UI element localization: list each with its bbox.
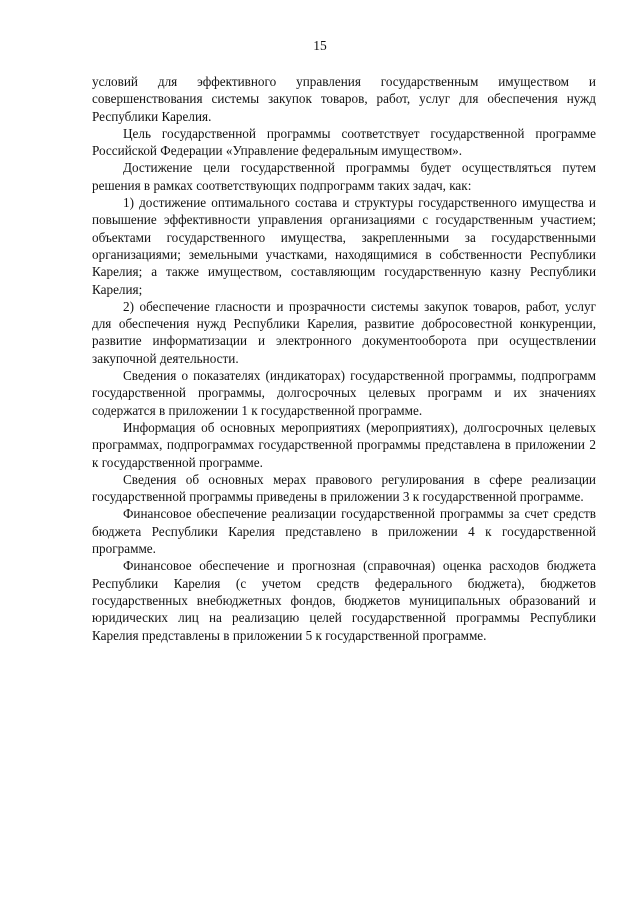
paragraph-appendix-2: Информация об основных мероприятиях (мероприятиях), долгосрочных целевых программах, подпрограммах государственной программы представлена в приложении 2 к государственной программе. bbox=[92, 419, 596, 470]
paragraph-appendix-4: Финансовое обеспечение реализации государственной программы за счет средств бюджета Республики Карелия представлено в приложении 4 к государственной программе. bbox=[92, 506, 596, 557]
paragraph-tasks-intro: Достижение цели государственной программы будет осуществляться путем решения в рамках соответствующих подпрограмм таких задач, как: bbox=[92, 160, 596, 193]
document-body bbox=[92, 73, 596, 644]
paragraph-appendix-3: Сведения об основных мерах правового регулирования в сфере реализации государственной программы приведены в приложении 3 к государственной программе. bbox=[92, 471, 596, 505]
paragraph-appendix-5: Финансовое обеспечение и прогнозная (справочная) оценка расходов бюджета Республики Карелия (с учетом средств федерального бюджета), бюджетов государственных внебюджетных фондов, бюджетов муниципальных образований и юридических лиц на реализацию целей государственной программы Республики Карелия представлены в приложении 5 к государственной программе. bbox=[92, 558, 596, 643]
paragraph-program-goal: Цель государственной программы соответствует государственной программе Российской Федерации «Управление федеральным имуществом». bbox=[92, 125, 596, 159]
paragraph-task-1: 1) достижение оптимального состава и структуры государственного имущества и повышение эффективности управления организациями с государственным участием; объектами государственного имущества, закрепленными за государственными организациями; земельными участками, находящимися в собственности Республики Карелия; а также имуществом, составляющим государственную казну Республики Карелия; bbox=[92, 195, 596, 297]
paragraph-task-2: 2) обеспечение гласности и прозрачности системы закупок товаров, работ, услуг для обеспечения нужд Республики Карелия, развитие добросовестной конкуренции, развитие информатизации и электронного документооборота при осуществлении закупочной деятельности. bbox=[92, 298, 596, 366]
paragraph-appendix-1: Сведения о показателях (индикаторах) государственной программы, подпрограмм государственной программы, долгосрочных целевых программ и их значениях содержатся в приложении 1 к государственной программе. bbox=[92, 368, 596, 418]
page-number: 15 bbox=[313, 38, 327, 53]
paragraph-continuation: условий для эффективного управления государственным имуществом и совершенствования системы закупок товаров, работ, услуг для обеспечения нужд Республики Карелия. bbox=[92, 74, 596, 124]
